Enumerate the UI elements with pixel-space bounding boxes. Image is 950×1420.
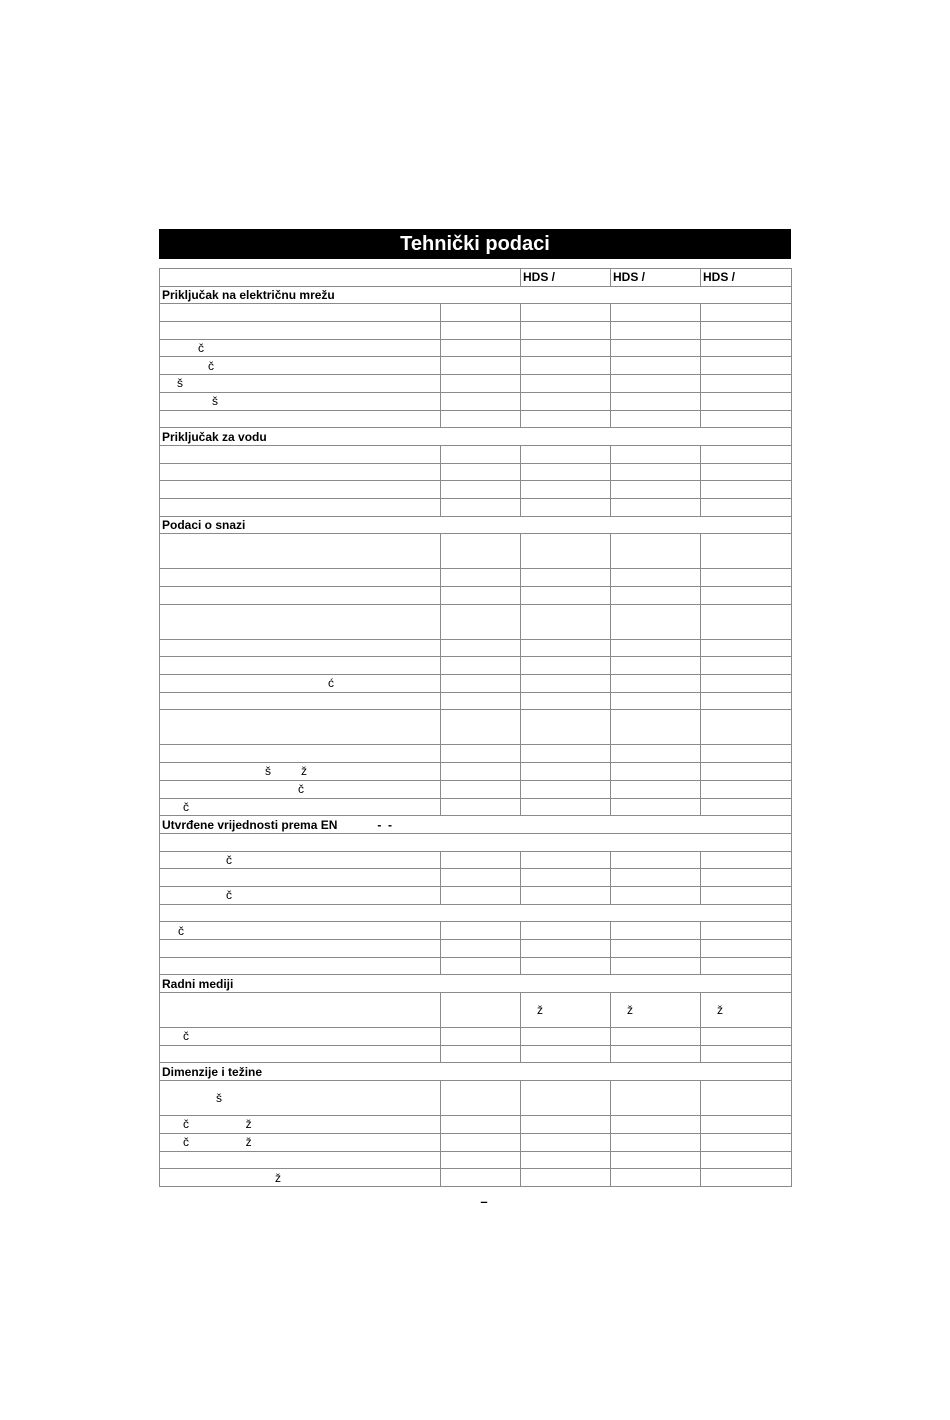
page-title: Tehnički podaci: [159, 229, 791, 259]
section-heading-row: [160, 1063, 792, 1081]
table-row: [160, 692, 792, 710]
section-heading-media: Radni mediji: [160, 975, 792, 993]
table-row: [160, 445, 792, 463]
table-row: [160, 886, 792, 904]
technical-data-table: [159, 268, 792, 1187]
table-row: [160, 745, 792, 763]
table-row: [160, 587, 792, 605]
table-row: [160, 940, 792, 958]
table-row: [160, 798, 792, 816]
section-heading-en-values: Utvrđene vrijednosti prema EN - -: [160, 816, 792, 834]
row-label: č: [160, 851, 441, 869]
table-row: [160, 922, 792, 940]
table-row: [160, 375, 792, 393]
table-row: [160, 657, 792, 675]
section-heading-power: Podaci o snazi: [160, 516, 792, 534]
table-row: [160, 498, 792, 516]
table-row: [160, 392, 792, 410]
row-label: š: [160, 392, 441, 410]
section-heading-row: [160, 975, 792, 993]
table-row: [160, 675, 792, 693]
row-label: š: [160, 375, 441, 393]
table-row: [160, 1151, 792, 1169]
table-row: [160, 780, 792, 798]
table-row: [160, 339, 792, 357]
table-row: [160, 904, 792, 922]
row-label: č: [160, 357, 441, 375]
table-row: [160, 534, 792, 569]
section-heading-row: [160, 516, 792, 534]
cell-value: ž: [701, 993, 792, 1028]
row-label: š: [160, 1081, 441, 1116]
table-row: [160, 1169, 792, 1187]
table-row: [160, 1028, 792, 1046]
row-label: ž: [160, 1169, 441, 1187]
row-label: č ž: [160, 1133, 441, 1151]
row-label: č: [160, 780, 441, 798]
page-footer: –: [480, 1194, 488, 1209]
section-heading-row: [160, 816, 792, 834]
row-label: š ž: [160, 763, 441, 781]
row-label: č: [160, 339, 441, 357]
row-label: č: [160, 886, 441, 904]
section-heading-row: [160, 428, 792, 446]
row-label: č: [160, 1028, 441, 1046]
section-heading-dimensions: Dimenzije i težine: [160, 1063, 792, 1081]
table-row: [160, 639, 792, 657]
table-row: [160, 463, 792, 481]
table-row: [160, 322, 792, 340]
table-row: [160, 993, 792, 1028]
table-row: [160, 410, 792, 428]
table-row: [160, 1045, 792, 1063]
row-label: č ž: [160, 1116, 441, 1134]
model-header-3: HDS /: [701, 269, 792, 287]
row-label: č: [160, 798, 441, 816]
table-header-row: [160, 269, 792, 287]
section-heading-row: [160, 286, 792, 304]
table-row: [160, 357, 792, 375]
table-row: [160, 1133, 792, 1151]
table-row: [160, 1081, 792, 1116]
cell-value: ž: [521, 993, 611, 1028]
section-heading-electric: Priključak na električnu mrežu: [160, 286, 792, 304]
table-row: [160, 710, 792, 745]
table-row: [160, 569, 792, 587]
table-row: [160, 1116, 792, 1134]
table-row: [160, 481, 792, 499]
table-row: [160, 604, 792, 639]
table-row: [160, 851, 792, 869]
cell-value: ž: [611, 993, 701, 1028]
table-row: [160, 957, 792, 975]
section-heading-water: Priključak za vodu: [160, 428, 792, 446]
model-header-2: HDS /: [611, 269, 701, 287]
table-row: [160, 763, 792, 781]
table-row: [160, 304, 792, 322]
table-row: [160, 869, 792, 887]
row-label: č: [160, 922, 441, 940]
table-row: [160, 833, 792, 851]
row-label: ć: [160, 675, 441, 693]
model-header-1: HDS /: [521, 269, 611, 287]
